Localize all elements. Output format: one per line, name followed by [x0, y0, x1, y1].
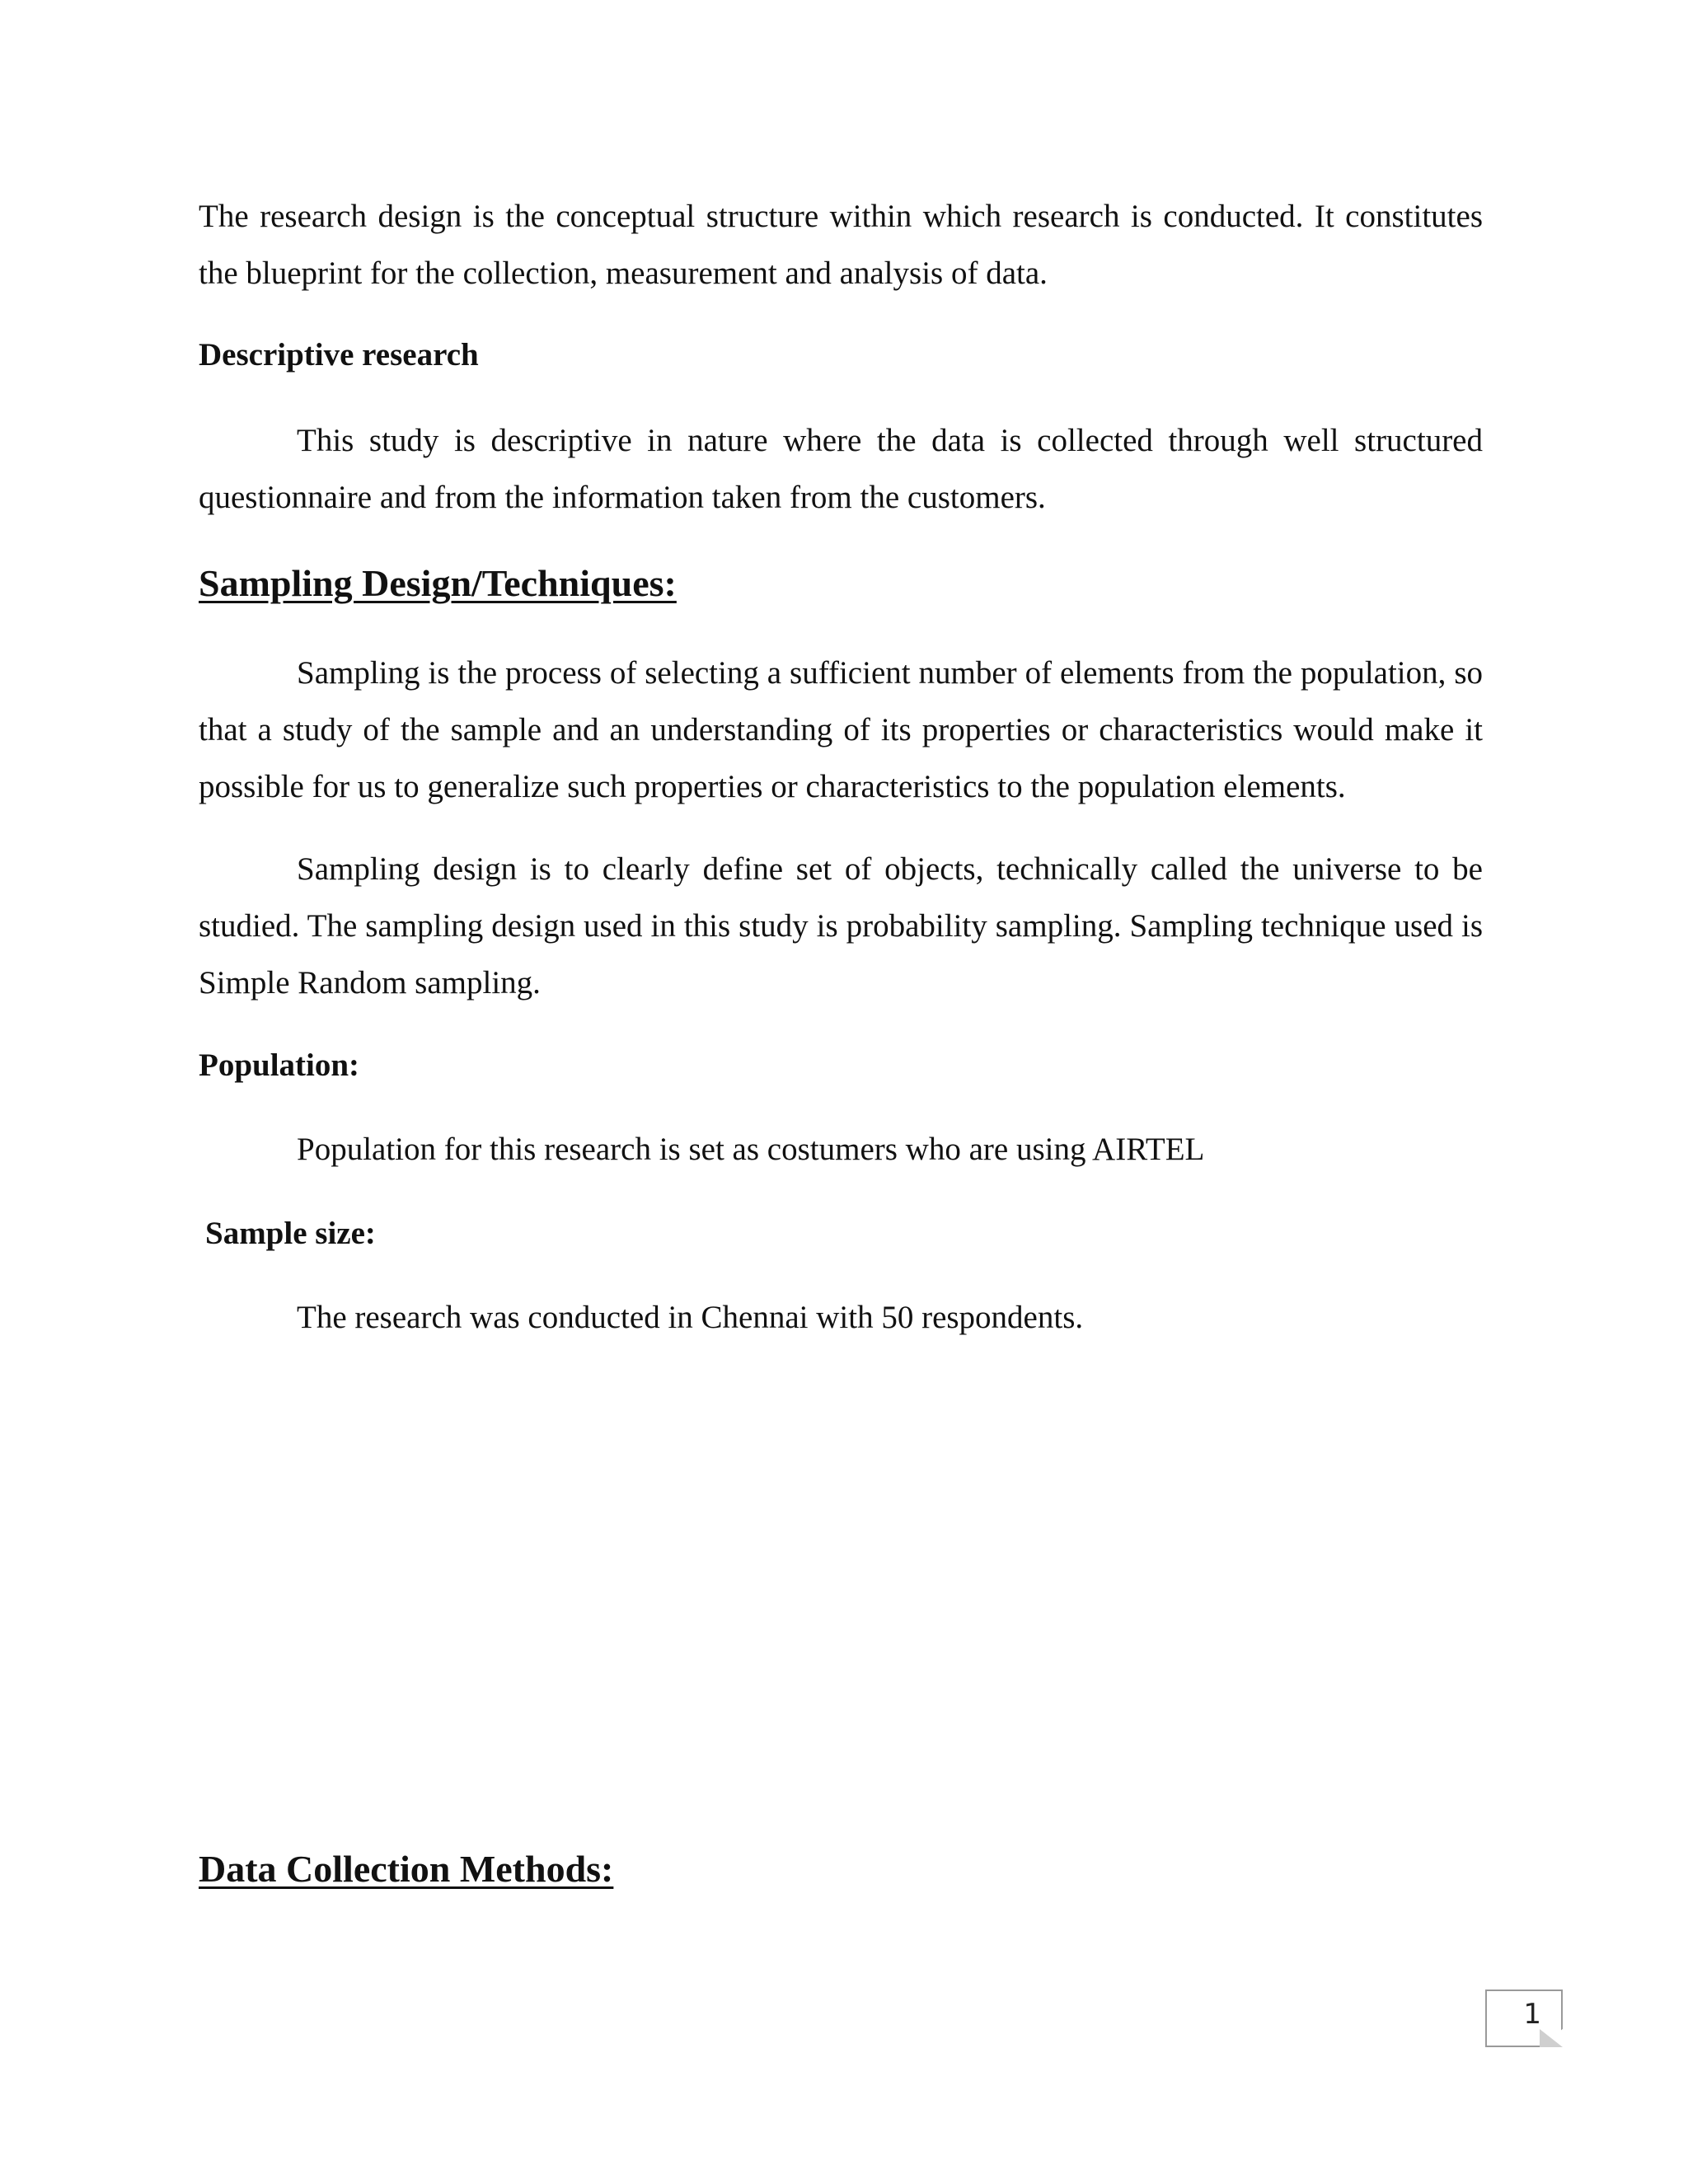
sampling-design-heading: Sampling Design/Techniques:	[199, 562, 677, 604]
sample-size-heading: Sample size:	[205, 1216, 376, 1251]
page-fold-icon	[1540, 2029, 1563, 2047]
data-collection-methods-heading: Data Collection Methods:	[199, 1848, 614, 1890]
descriptive-research-paragraph: This study is descriptive in nature where the data is collected through well structured questionnaire and from the information taken from the customers.	[199, 423, 1483, 515]
sampling-paragraph-1: Sampling is the process of selecting a sufficient number of elements from the population, so that a study of the sample and an understanding of its properties or characteristics would make it possible for us to generalize such properties or characteristics to the population elements.	[199, 655, 1483, 804]
population-text: Population for this research is set as costumers who are using AIRTEL	[297, 1132, 1205, 1167]
descriptive-research-heading: Descriptive research	[199, 337, 479, 373]
page-number-box	[1485, 1990, 1563, 2047]
sampling-paragraph-2: Sampling design is to clearly define set of objects, technically called the universe to be studied. The sampling design used in this study is probability sampling. Sampling technique used is Simple Random sampling.	[199, 851, 1483, 1001]
page-number: 1	[1523, 1998, 1541, 2031]
population-heading: Population:	[199, 1047, 360, 1083]
intro-paragraph: The research design is the conceptual structure within which research is conducted. It constitutes the blueprint for the collection, measurement and analysis of data.	[199, 199, 1483, 291]
sample-size-text: The research was conducted in Chennai with 50 respondents.	[297, 1300, 1084, 1335]
